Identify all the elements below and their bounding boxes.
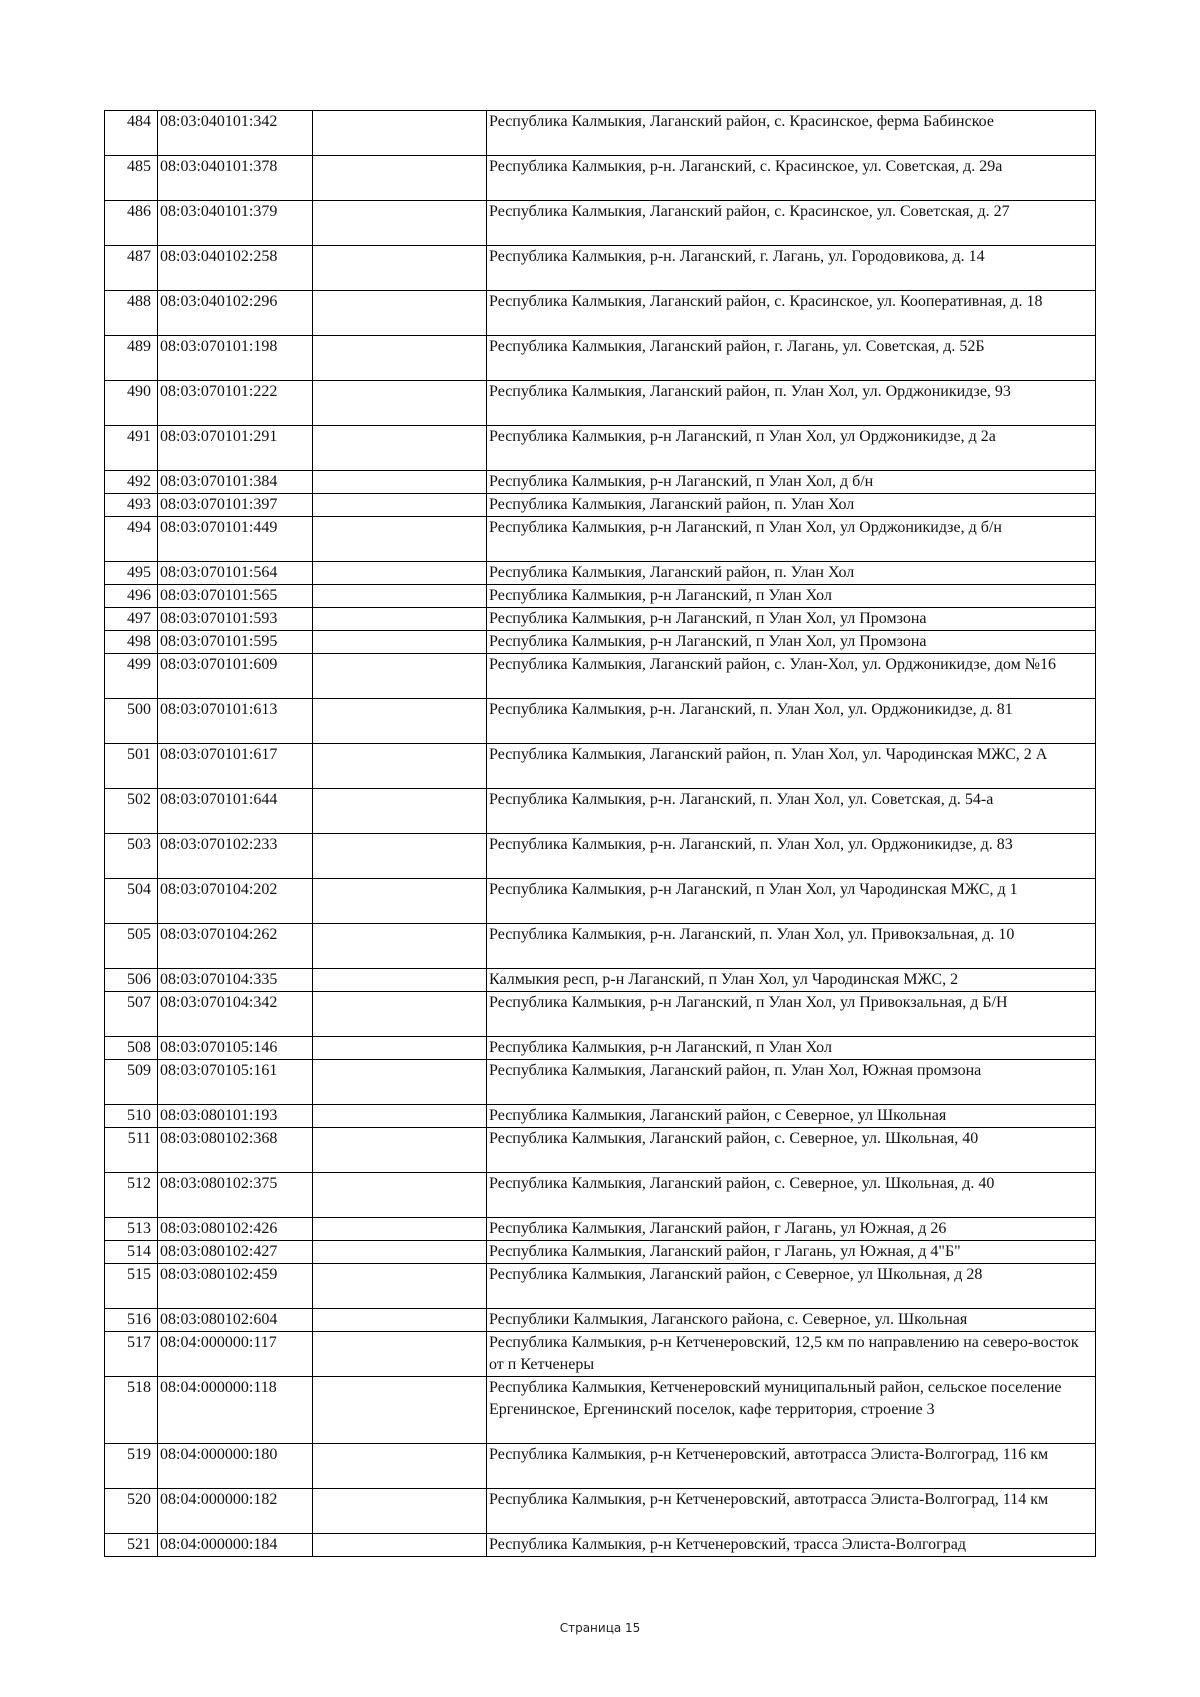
cadastral-number: 08:03:080102:375 <box>158 1173 313 1218</box>
empty-cell <box>313 924 487 969</box>
table-row <box>105 789 1096 834</box>
empty-cell <box>313 608 487 631</box>
cadastral-number: 08:03:070101:644 <box>158 789 313 834</box>
cadastral-number: 08:03:070101:291 <box>158 426 313 471</box>
row-number: 507 <box>105 992 158 1037</box>
row-number: 510 <box>105 1105 158 1128</box>
table-row <box>105 1060 1096 1105</box>
cadastral-number: 08:03:040102:258 <box>158 246 313 291</box>
empty-cell <box>313 291 487 336</box>
table-row <box>105 879 1096 924</box>
cadastral-number: 08:03:070104:335 <box>158 969 313 992</box>
row-number: 508 <box>105 1037 158 1060</box>
table-row <box>105 1218 1096 1241</box>
row-number: 503 <box>105 834 158 879</box>
table-row <box>105 291 1096 336</box>
table-row <box>105 111 1096 156</box>
empty-cell <box>313 879 487 924</box>
cadastral-number: 08:03:080102:604 <box>158 1309 313 1332</box>
empty-cell <box>313 789 487 834</box>
cadastral-number: 08:03:040101:342 <box>158 111 313 156</box>
address: Республика Калмыкия, р-н Кетченеровский, автотрасса Элиста-Волгоград, 116 км <box>487 1444 1096 1489</box>
row-number: 485 <box>105 156 158 201</box>
address: Республика Калмыкия, Лаганский район, п. Улан Хол, ул. Чародинская МЖС, 2 А <box>487 744 1096 789</box>
empty-cell <box>313 992 487 1037</box>
cadastral-number: 08:03:070101:613 <box>158 699 313 744</box>
row-number: 505 <box>105 924 158 969</box>
cadastral-number: 08:03:070101:222 <box>158 381 313 426</box>
cadastral-number: 08:03:070101:565 <box>158 585 313 608</box>
table-row <box>105 201 1096 246</box>
address: Республика Калмыкия, Лаганский район, с. Северное, ул. Школьная, 40 <box>487 1128 1096 1173</box>
empty-cell <box>313 494 487 517</box>
cadastral-number: 08:03:070101:595 <box>158 631 313 654</box>
address: Республика Калмыкия, Лаганский район, г Лагань, ул Южная, д 26 <box>487 1218 1096 1241</box>
row-number: 487 <box>105 246 158 291</box>
address: Республика Калмыкия, р-н. Лаганский, г. Лагань, ул. Городовикова, д. 14 <box>487 246 1096 291</box>
empty-cell <box>313 1241 487 1264</box>
table-row <box>105 426 1096 471</box>
row-number: 492 <box>105 471 158 494</box>
empty-cell <box>313 1534 487 1557</box>
table-row <box>105 156 1096 201</box>
address: Республика Калмыкия, р-н Лаганский, п Улан Хол, ул Привокзальная, д Б/Н <box>487 992 1096 1037</box>
table-row <box>105 1037 1096 1060</box>
address: Республика Калмыкия, р-н Лаганский, п Улан Хол, ул Чародинская МЖС, д 1 <box>487 879 1096 924</box>
address: Республики Калмыкия, Лаганского района, с. Северное, ул. Школьная <box>487 1309 1096 1332</box>
table-row <box>105 1128 1096 1173</box>
row-number: 509 <box>105 1060 158 1105</box>
table-row <box>105 246 1096 291</box>
row-number: 518 <box>105 1377 158 1444</box>
table-row <box>105 654 1096 699</box>
table-row <box>105 608 1096 631</box>
address: Республика Калмыкия, Лаганский район, с Северное, ул Школьная, д 28 <box>487 1264 1096 1309</box>
address: Республика Калмыкия, Лаганский район, п. Улан Хол <box>487 494 1096 517</box>
empty-cell <box>313 246 487 291</box>
cadastral-number: 08:04:000000:180 <box>158 1444 313 1489</box>
table-row <box>105 1241 1096 1264</box>
table-row <box>105 1377 1096 1444</box>
empty-cell <box>313 471 487 494</box>
empty-cell <box>313 1105 487 1128</box>
row-number: 513 <box>105 1218 158 1241</box>
empty-cell <box>313 631 487 654</box>
table-row <box>105 699 1096 744</box>
cadastral-number: 08:04:000000:118 <box>158 1377 313 1444</box>
address: Республика Калмыкия, Лаганский район, п. Улан Хол, Южная промзона <box>487 1060 1096 1105</box>
row-number: 488 <box>105 291 158 336</box>
row-number: 494 <box>105 517 158 562</box>
address: Республика Калмыкия, р-н Кетченеровский, автотрасса Элиста-Волгоград, 114 км <box>487 1489 1096 1534</box>
cadastral-number: 08:03:070104:202 <box>158 879 313 924</box>
cadastral-number: 08:03:070101:564 <box>158 562 313 585</box>
empty-cell <box>313 1309 487 1332</box>
address: Республика Калмыкия, р-н. Лаганский, с. Красинское, ул. Советская, д. 29а <box>487 156 1096 201</box>
cadastral-number: 08:03:070105:146 <box>158 1037 313 1060</box>
address: Республика Калмыкия, р-н Лаганский, п Улан Хол <box>487 1037 1096 1060</box>
table-row <box>105 834 1096 879</box>
empty-cell <box>313 201 487 246</box>
table-row <box>105 471 1096 494</box>
row-number: 486 <box>105 201 158 246</box>
registry-table <box>104 110 1096 1557</box>
address: Республика Калмыкия, Лаганский район, г Лагань, ул Южная, д 4"Б" <box>487 1241 1096 1264</box>
empty-cell <box>313 1173 487 1218</box>
address: Республика Калмыкия, р-н. Лаганский, п. Улан Хол, ул. Советская, д. 54-а <box>487 789 1096 834</box>
table-row <box>105 1173 1096 1218</box>
table-row <box>105 1264 1096 1309</box>
row-number: 489 <box>105 336 158 381</box>
address: Республика Калмыкия, р-н Кетченеровский, 12,5 км по направлению на северо-восток от п Кетченеры <box>487 1332 1096 1377</box>
cadastral-number: 08:03:040102:296 <box>158 291 313 336</box>
empty-cell <box>313 654 487 699</box>
cadastral-number: 08:04:000000:184 <box>158 1534 313 1557</box>
empty-cell <box>313 426 487 471</box>
address: Республика Калмыкия, р-н Лаганский, п Улан Хол <box>487 585 1096 608</box>
row-number: 493 <box>105 494 158 517</box>
table-row <box>105 1309 1096 1332</box>
address: Республика Калмыкия, Лаганский район, г. Лагань, ул. Советская, д. 52Б <box>487 336 1096 381</box>
table-row <box>105 585 1096 608</box>
empty-cell <box>313 1128 487 1173</box>
empty-cell <box>313 562 487 585</box>
cadastral-number: 08:03:070105:161 <box>158 1060 313 1105</box>
cadastral-number: 08:03:040101:378 <box>158 156 313 201</box>
page-footer: Страница 15 <box>559 1621 641 1635</box>
empty-cell <box>313 1332 487 1377</box>
row-number: 521 <box>105 1534 158 1557</box>
empty-cell <box>313 1060 487 1105</box>
row-number: 504 <box>105 879 158 924</box>
table-row <box>105 517 1096 562</box>
row-number: 514 <box>105 1241 158 1264</box>
address: Республика Калмыкия, р-н Лаганский, п Улан Хол, ул Орджоникидзе, д 2а <box>487 426 1096 471</box>
address: Республика Калмыкия, р-н Лаганский, п Улан Хол, ул Орджоникидзе, д б/н <box>487 517 1096 562</box>
registry-table-container <box>104 110 1095 1557</box>
row-number: 502 <box>105 789 158 834</box>
table-row <box>105 381 1096 426</box>
row-number: 496 <box>105 585 158 608</box>
address: Республика Калмыкия, р-н Лаганский, п Улан Хол, ул Промзона <box>487 631 1096 654</box>
empty-cell <box>313 1489 487 1534</box>
row-number: 515 <box>105 1264 158 1309</box>
address: Калмыкия респ, р-н Лаганский, п Улан Хол, ул Чародинская МЖС, 2 <box>487 969 1096 992</box>
table-row <box>105 744 1096 789</box>
table-row <box>105 631 1096 654</box>
table-row <box>105 1489 1096 1534</box>
cadastral-number: 08:04:000000:182 <box>158 1489 313 1534</box>
cadastral-number: 08:03:070101:384 <box>158 471 313 494</box>
row-number: 517 <box>105 1332 158 1377</box>
address: Республика Калмыкия, Лаганский район, с. Северное, ул. Школьная, д. 40 <box>487 1173 1096 1218</box>
address: Республика Калмыкия, р-н Лаганский, п Улан Хол, д б/н <box>487 471 1096 494</box>
table-row <box>105 562 1096 585</box>
row-number: 520 <box>105 1489 158 1534</box>
row-number: 511 <box>105 1128 158 1173</box>
row-number: 484 <box>105 111 158 156</box>
table-row <box>105 1534 1096 1557</box>
address: Республика Калмыкия, р-н. Лаганский, п. Улан Хол, ул. Привокзальная, д. 10 <box>487 924 1096 969</box>
table-row <box>105 494 1096 517</box>
empty-cell <box>313 1037 487 1060</box>
table-row <box>105 1444 1096 1489</box>
row-number: 519 <box>105 1444 158 1489</box>
address: Республика Калмыкия, Кетченеровский муниципальный район, сельское поселение Ергенинское, Ергенинский поселок, кафе территория, строение 3 <box>487 1377 1096 1444</box>
address: Республика Калмыкия, Лаганский район, с. Красинское, ул. Советская, д. 27 <box>487 201 1096 246</box>
table-row <box>105 924 1096 969</box>
cadastral-number: 08:03:080102:427 <box>158 1241 313 1264</box>
address: Республика Калмыкия, Лаганский район, с. Улан-Хол, ул. Орджоникидзе, дом №16 <box>487 654 1096 699</box>
cadastral-number: 08:03:070104:262 <box>158 924 313 969</box>
row-number: 490 <box>105 381 158 426</box>
empty-cell <box>313 969 487 992</box>
cadastral-number: 08:03:070101:609 <box>158 654 313 699</box>
row-number: 506 <box>105 969 158 992</box>
row-number: 495 <box>105 562 158 585</box>
address: Республика Калмыкия, Лаганский район, п. Улан Хол <box>487 562 1096 585</box>
cadastral-number: 08:03:070104:342 <box>158 992 313 1037</box>
row-number: 516 <box>105 1309 158 1332</box>
cadastral-number: 08:03:070101:449 <box>158 517 313 562</box>
empty-cell <box>313 156 487 201</box>
table-row <box>105 1332 1096 1377</box>
empty-cell <box>313 1377 487 1444</box>
empty-cell <box>313 1264 487 1309</box>
cadastral-number: 08:04:000000:117 <box>158 1332 313 1377</box>
row-number: 500 <box>105 699 158 744</box>
row-number: 501 <box>105 744 158 789</box>
cadastral-number: 08:03:080102:459 <box>158 1264 313 1309</box>
row-number: 491 <box>105 426 158 471</box>
cadastral-number: 08:03:070101:198 <box>158 336 313 381</box>
cadastral-number: 08:03:080102:368 <box>158 1128 313 1173</box>
address: Республика Калмыкия, Лаганский район, с. Красинское, ул. Кооперативная, д. 18 <box>487 291 1096 336</box>
empty-cell <box>313 517 487 562</box>
cadastral-number: 08:03:040101:379 <box>158 201 313 246</box>
row-number: 497 <box>105 608 158 631</box>
table-row <box>105 992 1096 1037</box>
empty-cell <box>313 1444 487 1489</box>
address: Республика Калмыкия, р-н. Лаганский, п. Улан Хол, ул. Орджоникидзе, д. 83 <box>487 834 1096 879</box>
table-row <box>105 969 1096 992</box>
empty-cell <box>313 744 487 789</box>
empty-cell <box>313 699 487 744</box>
cadastral-number: 08:03:070101:593 <box>158 608 313 631</box>
empty-cell <box>313 111 487 156</box>
address: Республика Калмыкия, Лаганский район, с Северное, ул Школьная <box>487 1105 1096 1128</box>
table-row <box>105 1105 1096 1128</box>
cadastral-number: 08:03:070101:397 <box>158 494 313 517</box>
address: Республика Калмыкия, р-н. Лаганский, п. Улан Хол, ул. Орджоникидзе, д. 81 <box>487 699 1096 744</box>
empty-cell <box>313 336 487 381</box>
address: Республика Калмыкия, Лаганский район, п. Улан Хол, ул. Орджоникидзе, 93 <box>487 381 1096 426</box>
cadastral-number: 08:03:080101:193 <box>158 1105 313 1128</box>
address: Республика Калмыкия, р-н Лаганский, п Улан Хол, ул Промзона <box>487 608 1096 631</box>
cadastral-number: 08:03:070102:233 <box>158 834 313 879</box>
cadastral-number: 08:03:080102:426 <box>158 1218 313 1241</box>
registry-table-body <box>105 111 1096 1557</box>
row-number: 499 <box>105 654 158 699</box>
cadastral-number: 08:03:070101:617 <box>158 744 313 789</box>
address: Республика Калмыкия, р-н Кетченеровский, трасса Элиста-Волгоград <box>487 1534 1096 1557</box>
empty-cell <box>313 381 487 426</box>
empty-cell <box>313 834 487 879</box>
address: Республика Калмыкия, Лаганский район, с. Красинское, ферма Бабинское <box>487 111 1096 156</box>
empty-cell <box>313 585 487 608</box>
table-row <box>105 336 1096 381</box>
row-number: 498 <box>105 631 158 654</box>
empty-cell <box>313 1218 487 1241</box>
row-number: 512 <box>105 1173 158 1218</box>
